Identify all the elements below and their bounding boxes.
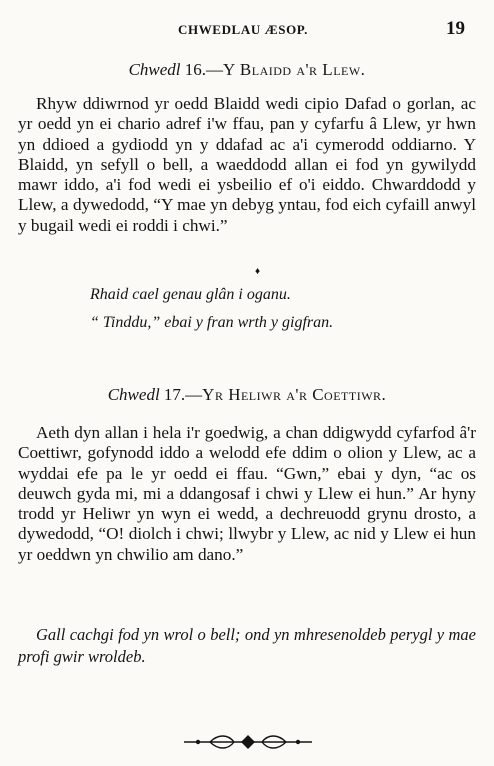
fable-16-body — [18, 94, 476, 236]
page-number: 19 — [446, 18, 465, 39]
fable-16-moral — [90, 281, 470, 337]
fable-17-moral: Gall cachgi fod yn wrol o bell; ond yn mhresenoldeb perygl y mae profi gwir wroldeb. — [18, 625, 476, 666]
fable-16-moral-line-1: Rhaid cael genau glân i oganu. — [90, 286, 291, 303]
fable-17-text: Aeth dyn allan i hela i'r goedwig, a chan ddigwydd cyfarfod â'r Coettiwr, gofynodd iddo a welodd efe ddim o olion y Llew, ac a wyddai efe pa le yr oedd ei ffau. “Gwn,” ebai y dyn, “ac os deuwch gyda mi, mi a ddangosaf i chwi y Llew ei hun.” Ar hyny trodd yr Heliwr yn wyn ei wedd, a dechreuodd grynu drosto, a dywedodd, “O! diolch i chwi; llwybr y Llew, ac nid y Llew ei hun yr oeddwn yn chwilio am dano.” — [18, 423, 476, 564]
fable-17-label: Chwedl — [107, 385, 160, 404]
fable-17-number: 17.— — [163, 385, 203, 404]
fable-16-title: Y Blaidd a'r Llew. — [223, 60, 366, 79]
fable-16-heading — [0, 60, 494, 80]
fable-16-number: 16.— — [184, 60, 224, 79]
fable-17-body — [18, 423, 476, 565]
fable-16-label: Chwedl — [128, 60, 181, 79]
running-title: CHWEDLAU ÆSOP. — [178, 22, 308, 37]
fable-17-title: Yr Heliwr a'r Coettiwr. — [202, 385, 387, 404]
fable-17-heading — [0, 385, 494, 405]
page-header — [0, 18, 494, 42]
fable-16-moral-line-2: “ Tinddu,” ebai y fran wrth y gigfran. — [90, 314, 334, 331]
printer-mark: ♦ — [255, 266, 261, 277]
fable-16-text: Rhyw ddiwrnod yr oedd Blaidd wedi cipio Dafad o gorlan, ac yr oedd yn ei chario adref i'w ffau, pan y cyfarfu â Llew, yr hwn yn ddioed a gydiodd yn y ddafad ac a'i cymerodd oddiarno. Y Blaidd, yn sefyll o bell, a waeddodd allan ei fod yn gywilydd mawr iddo, a'i fod wedi ei ysbeilio ef o'i eiddo. Chwarddodd y Llew, a dywedodd, “Y mae yn debyg yntau, fod eich cyfaill anwyl y bugail wedi ei roddi i chwi.” — [18, 94, 476, 235]
tailpiece-ornament-icon — [180, 732, 316, 752]
